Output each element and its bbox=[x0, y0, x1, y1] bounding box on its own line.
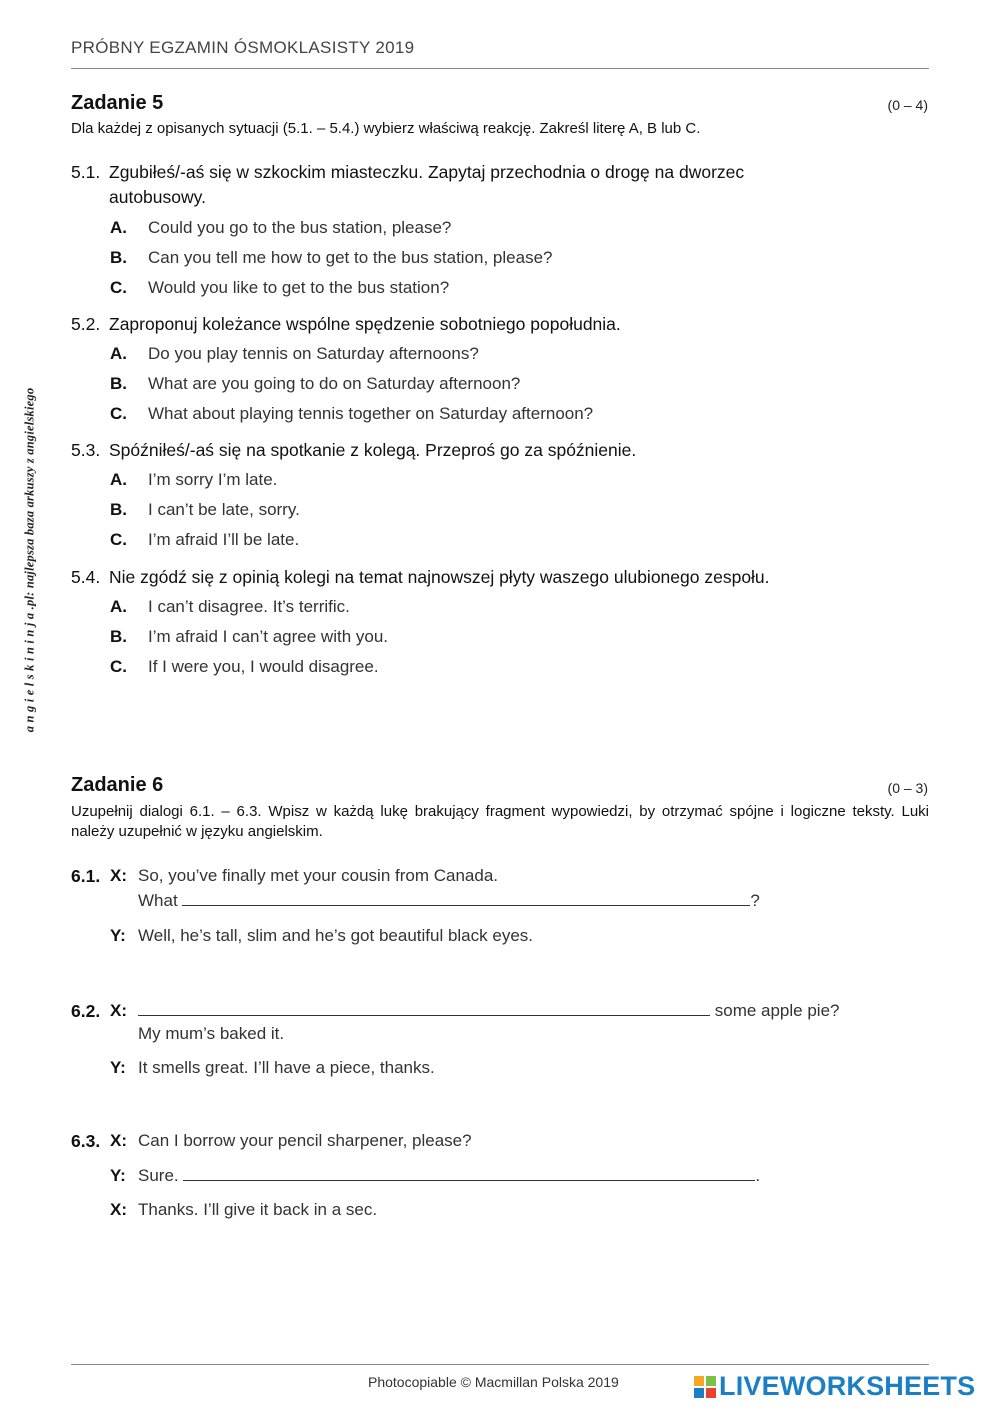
dialog-text: some apple pie? bbox=[714, 1001, 840, 1020]
option-letter: A. bbox=[110, 470, 127, 489]
answer-blank-6-1[interactable] bbox=[182, 891, 750, 906]
footer-divider bbox=[71, 1364, 929, 1365]
option-5-1-a[interactable] bbox=[110, 218, 451, 238]
liveworksheets-brand-name: LIVEWORKSHEETS bbox=[719, 1371, 976, 1401]
question-text: Spóźniłeś/-aś się na spotkanie z kolegą. Przeproś go za spóźnienie. bbox=[109, 440, 637, 460]
question-text: Zgubiłeś/-aś się w szkockim miasteczku. Zapytaj przechodnia o drogę na dworzec bbox=[109, 162, 745, 182]
option-text: I’m afraid I’ll be late. bbox=[148, 530, 300, 549]
option-5-3-b[interactable] bbox=[110, 500, 300, 520]
question-number: 5.1. bbox=[71, 162, 101, 182]
option-letter: B. bbox=[110, 500, 127, 519]
dialog-6-1-y bbox=[110, 926, 533, 946]
speaker-label: X: bbox=[110, 866, 127, 885]
speaker-label: X: bbox=[110, 1001, 127, 1020]
dialog-text: Can I borrow your pencil sharpener, please? bbox=[138, 1131, 472, 1150]
question-number: 5.4. bbox=[71, 567, 101, 587]
option-5-4-c[interactable] bbox=[110, 657, 379, 677]
speaker-label: Y: bbox=[110, 1166, 126, 1185]
option-letter: C. bbox=[110, 530, 127, 549]
option-letter: B. bbox=[110, 374, 127, 393]
dialog-text: . bbox=[755, 1166, 761, 1185]
option-text: What about playing tennis together on Saturday afternoon? bbox=[148, 404, 594, 423]
dialog-text: Well, he’s tall, slim and he’s got beautiful black eyes. bbox=[138, 926, 533, 945]
dialog-6-3-x bbox=[110, 1131, 472, 1151]
header-divider bbox=[71, 68, 929, 69]
dialog-6-1-x bbox=[110, 866, 498, 886]
option-text: Could you go to the bus station, please? bbox=[148, 218, 452, 237]
option-5-3-c[interactable] bbox=[110, 530, 299, 550]
dialog-6-3-y bbox=[110, 1166, 760, 1186]
option-5-2-c[interactable] bbox=[110, 404, 593, 424]
dialog-number: 6.3. bbox=[71, 1131, 101, 1151]
question-text: Nie zgódź się z opinią kolegi na temat najnowszej płyty waszego ulubionego zespołu. bbox=[109, 567, 770, 587]
option-text: I can’t disagree. It’s terrific. bbox=[148, 597, 350, 616]
task6-title: Zadanie 6 bbox=[71, 774, 164, 796]
answer-blank-6-2[interactable] bbox=[138, 1001, 710, 1016]
question-number: 5.3. bbox=[71, 440, 101, 460]
question-5-4 bbox=[71, 565, 931, 590]
side-watermark-text: a n g i e l s k i n i n j a .pl: najlepsza baza arkuszy z angielskiego bbox=[22, 387, 37, 733]
side-watermark bbox=[5, 340, 55, 780]
option-5-1-b[interactable] bbox=[110, 248, 552, 268]
dialog-number: 6.2. bbox=[71, 1001, 101, 1021]
speaker-label: Y: bbox=[110, 1058, 126, 1077]
option-5-3-a[interactable] bbox=[110, 470, 277, 490]
question-5-3 bbox=[71, 438, 871, 463]
option-5-1-c[interactable] bbox=[110, 278, 449, 298]
option-text: I’m afraid I can’t agree with you. bbox=[148, 627, 389, 646]
answer-blank-6-3[interactable] bbox=[183, 1166, 755, 1181]
question-5-1 bbox=[71, 160, 871, 210]
option-text: Can you tell me how to get to the bus station, please? bbox=[148, 248, 553, 267]
dialog-6-2-x bbox=[110, 1001, 840, 1021]
dialog-number: 6.1. bbox=[71, 866, 101, 886]
option-letter: A. bbox=[110, 344, 127, 363]
dialog-text: Sure. bbox=[138, 1166, 179, 1185]
task5-points: (0 – 4) bbox=[887, 97, 928, 113]
option-letter: A. bbox=[110, 218, 127, 237]
dialog-6-1-x-line2 bbox=[138, 891, 760, 911]
dialog-text: It smells great. I’ll have a piece, thanks. bbox=[138, 1058, 435, 1077]
question-text-cont: autobusowy. bbox=[109, 187, 206, 207]
option-letter: C. bbox=[110, 404, 127, 423]
option-letter: C. bbox=[110, 278, 127, 297]
option-5-2-b[interactable] bbox=[110, 374, 520, 394]
liveworksheets-brand[interactable] bbox=[693, 1371, 975, 1402]
page-header: PRÓBNY EGZAMIN ÓSMOKLASISTY 2019 bbox=[71, 38, 415, 57]
option-5-2-a[interactable] bbox=[110, 344, 479, 364]
footer-copyright: Photocopiable © Macmillan Polska 2019 bbox=[368, 1374, 619, 1390]
dialog-6-3-x2 bbox=[110, 1200, 377, 1220]
option-letter: A. bbox=[110, 597, 127, 616]
task5-instruction: Dla każdej z opisanych sytuacji (5.1. – 5.4.) wybierz właściwą reakcję. Zakreśl literę A, B lub C. bbox=[71, 120, 701, 137]
dialog-6-2-y bbox=[110, 1058, 435, 1078]
option-text: Do you play tennis on Saturday afternoons? bbox=[148, 344, 479, 363]
option-letter: B. bbox=[110, 248, 127, 267]
option-letter: C. bbox=[110, 657, 127, 676]
question-number: 5.2. bbox=[71, 314, 101, 334]
task5-title: Zadanie 5 bbox=[71, 92, 164, 114]
liveworksheets-logo-icon bbox=[693, 1375, 717, 1399]
question-text: Zaproponuj koleżance wspólne spędzenie sobotniego popołudnia. bbox=[109, 314, 621, 334]
option-text: Would you like to get to the bus station? bbox=[148, 278, 450, 297]
option-letter: B. bbox=[110, 627, 127, 646]
option-5-4-b[interactable] bbox=[110, 627, 388, 647]
dialog-text: ? bbox=[750, 891, 760, 910]
option-text: What are you going to do on Saturday afternoon? bbox=[148, 374, 521, 393]
task6-instruction: Uzupełnij dialogi 6.1. – 6.3. Wpisz w każdą lukę brakujący fragment wypowiedzi, by otrzymać spójne i logiczne teksty. Luki należy uzupełnić w języku angielskim. bbox=[71, 803, 929, 840]
question-5-2 bbox=[71, 312, 871, 337]
option-text: If I were you, I would disagree. bbox=[148, 657, 379, 676]
speaker-label: Y: bbox=[110, 926, 126, 945]
speaker-label: X: bbox=[110, 1200, 127, 1219]
dialog-text: My mum’s baked it. bbox=[138, 1024, 285, 1043]
dialog-text: So, you’ve finally met your cousin from Canada. bbox=[138, 866, 499, 885]
dialog-6-2-x-line2 bbox=[138, 1024, 284, 1044]
option-5-4-a[interactable] bbox=[110, 597, 350, 617]
speaker-label: X: bbox=[110, 1131, 127, 1150]
dialog-text: Thanks. I’ll give it back in a sec. bbox=[138, 1200, 378, 1219]
option-text: I can’t be late, sorry. bbox=[148, 500, 300, 519]
dialog-text: What bbox=[138, 891, 178, 910]
task6-points: (0 – 3) bbox=[887, 780, 928, 796]
option-text: I’m sorry I’m late. bbox=[148, 470, 278, 489]
